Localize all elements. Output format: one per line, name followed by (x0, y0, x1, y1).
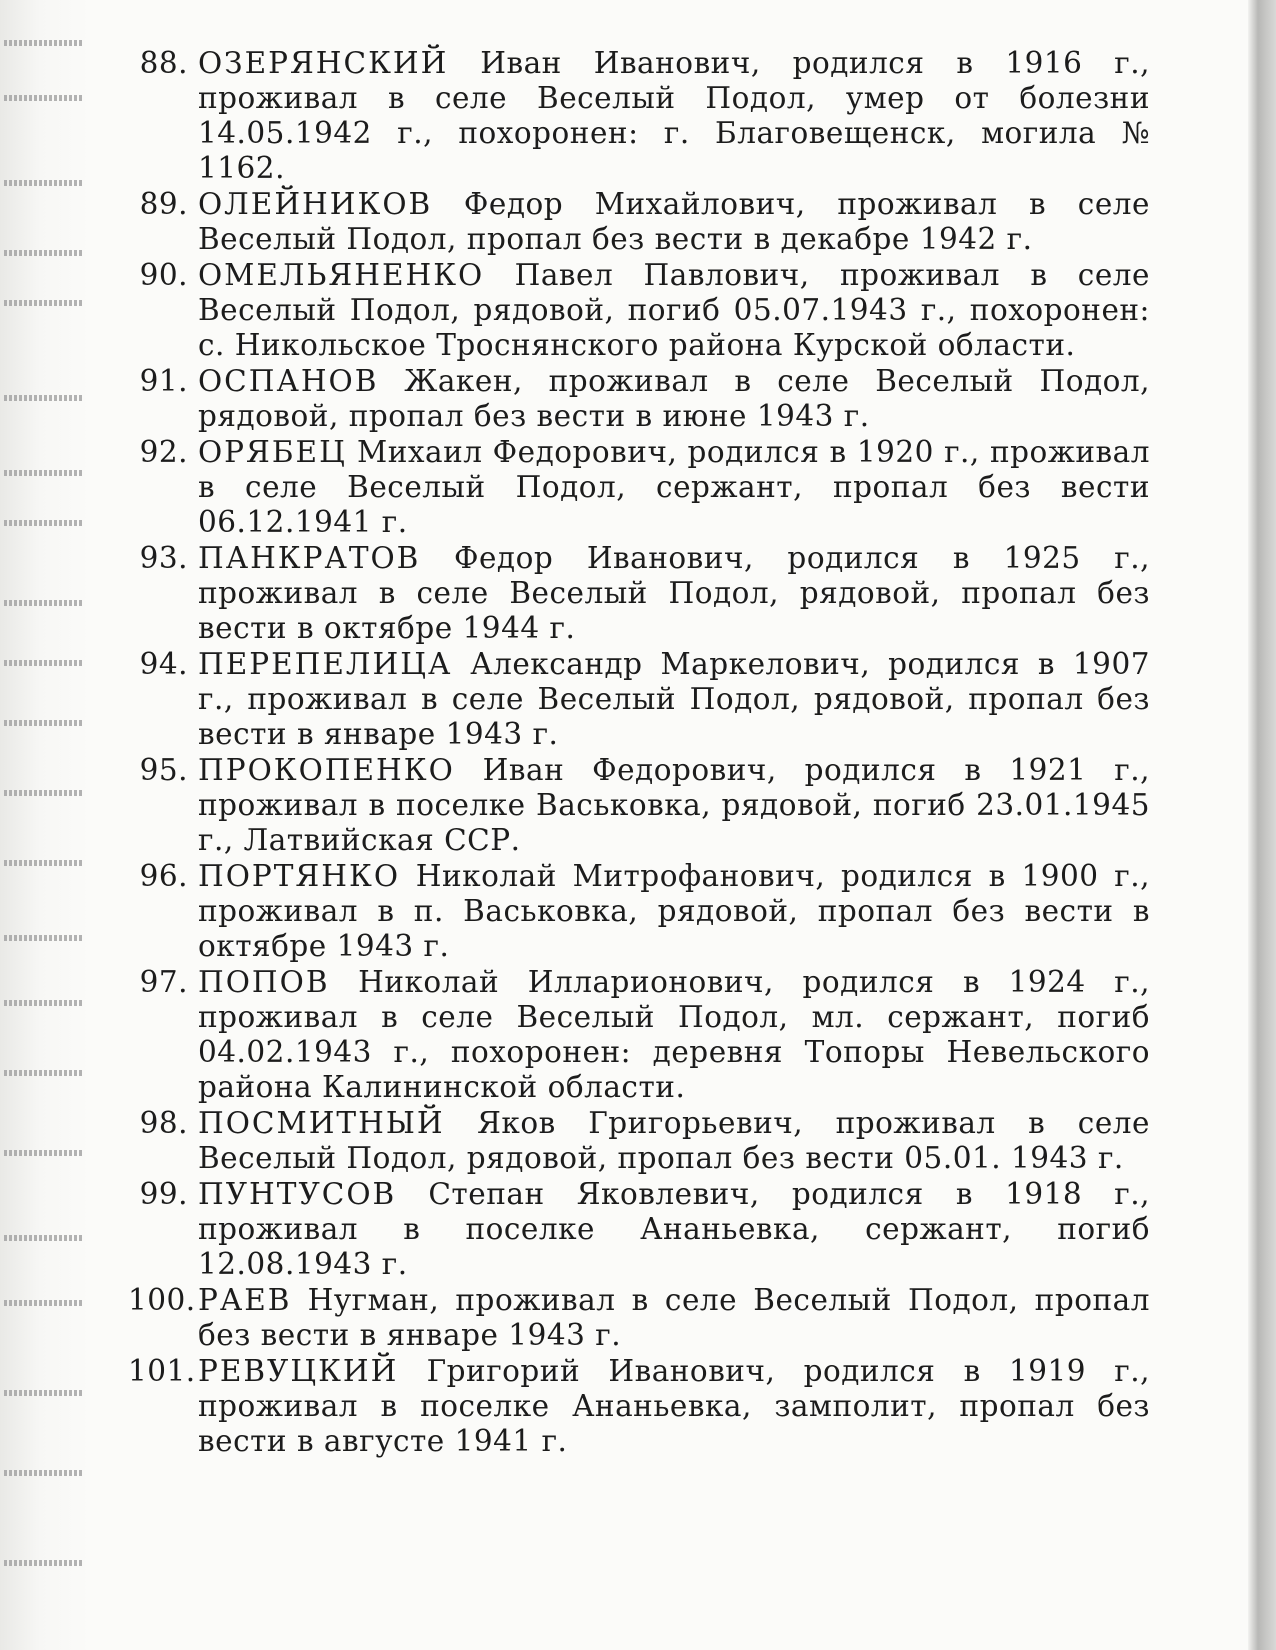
binding-mark (4, 180, 84, 186)
entry-text: Павел Павлович, проживал в селе Веселый Подол, рядовой, погиб 05.07.1943 г., похоронен: с. Никольское Троснянского района Курской области. (198, 258, 1150, 362)
binding-mark (4, 1150, 84, 1156)
binding-mark (4, 660, 84, 666)
entry-text: Иван Федорович, родился в 1921 г., проживал в поселке Васьковка, рядовой, погиб 23.01.1945 г., Латвийская ССР. (198, 753, 1150, 857)
entry-surname: РЕВУЦКИЙ (198, 1354, 399, 1388)
entry-number: 92. (139, 435, 188, 469)
entry-surname: ОМЕЛЬЯНЕНКО (198, 258, 485, 292)
binding-mark (4, 1390, 84, 1396)
entry-text: Николай Митрофанович, родился в 1900 г., проживал в п. Васьковка, рядовой, пропал без вести в октябре 1943 г. (198, 859, 1150, 963)
entry-number: 95. (139, 753, 188, 787)
entry-surname: ПОСМИТНЫЙ (198, 1106, 445, 1140)
binding-mark (4, 1070, 84, 1076)
entry-surname: ПОРТЯНКО (198, 859, 401, 893)
binding-mark (4, 935, 84, 941)
entry-number: 90. (139, 258, 188, 292)
entry-surname: ПУНТУСОВ (198, 1177, 397, 1211)
binding-mark (4, 860, 84, 866)
entry-surname: ПОПОВ (198, 965, 330, 999)
entry-surname: ОРЯБЕЦ (198, 435, 347, 469)
binding-mark (4, 720, 84, 726)
entry-text: Николай Илларионович, родился в 1924 г., проживал в селе Веселый Подол, мл. сержант, погиб 04.02.1943 г., похоронен: деревня Топоры Невельского района Калининской области. (198, 965, 1150, 1104)
page-binding-edge (0, 0, 90, 1650)
list-item (128, 1177, 1150, 1282)
binding-mark (4, 1000, 84, 1006)
list-item (128, 859, 1150, 964)
binding-mark (4, 470, 84, 476)
entry-surname: ОЛЕЙНИКОВ (198, 187, 433, 221)
binding-mark (4, 1470, 84, 1476)
list-item (128, 965, 1150, 1105)
binding-mark (4, 1235, 84, 1241)
binding-mark (4, 40, 84, 46)
binding-mark (4, 395, 84, 401)
entry-number: 88. (139, 46, 188, 80)
binding-mark (4, 1560, 84, 1566)
list-item (128, 258, 1150, 363)
binding-mark (4, 600, 84, 606)
binding-mark (4, 790, 84, 796)
entry-number: 93. (139, 541, 188, 575)
list-item (128, 1283, 1150, 1353)
entry-text: Жакен, проживал в селе Веселый Подол, рядовой, пропал без вести в июне 1943 г. (198, 364, 1150, 433)
entry-number: 101. (128, 1354, 196, 1388)
entry-text: Иван Иванович, родился в 1916 г., проживал в селе Веселый Подол, умер от болезни 14.05.1942 г., похоронен: г. Благовещенск, могила № 1162. (198, 46, 1150, 185)
entry-number: 100. (128, 1283, 196, 1317)
list-item (128, 364, 1150, 434)
entry-number: 96. (139, 859, 188, 893)
entry-text: Степан Яковлевич, родился в 1918 г., проживал в поселке Ананьевка, сержант, погиб 12.08.1943 г. (198, 1177, 1150, 1281)
list-item (128, 1106, 1150, 1176)
entry-text: Григорий Иванович, родился в 1919 г., проживал в поселке Ананьевка, замполит, пропал без вести в августе 1941 г. (198, 1354, 1150, 1458)
list-item (128, 187, 1150, 257)
binding-mark (4, 300, 84, 306)
entry-number: 91. (139, 364, 188, 398)
entry-number: 98. (139, 1106, 188, 1140)
entry-surname: ПЕРЕПЕЛИЦА (198, 647, 453, 681)
list-item (128, 435, 1150, 540)
entry-surname: ОСПАНОВ (198, 364, 379, 398)
list-item (128, 753, 1150, 858)
list-item (128, 647, 1150, 752)
entry-surname: ПАНКРАТОВ (198, 541, 421, 575)
list-item (128, 1354, 1150, 1459)
entry-text: Федор Иванович, родился в 1925 г., проживал в селе Веселый Подол, рядовой, пропал без вести в октябре 1944 г. (198, 541, 1150, 645)
entry-surname: РАЕВ (198, 1283, 292, 1317)
entry-text: Михаил Федорович, родился в 1920 г., проживал в селе Веселый Подол, сержант, пропал без вести 06.12.1941 г. (198, 435, 1150, 539)
entry-text: Федор Михайлович, проживал в селе Веселый Подол, пропал без вести в декабре 1942 г. (198, 187, 1150, 256)
entry-list (128, 46, 1150, 1460)
entry-surname: ПРОКОПЕНКО (198, 753, 455, 787)
entry-text: Яков Григорьевич, проживал в селе Веселый Подол, рядовой, пропал без вести 05.01. 1943 г. (198, 1106, 1150, 1175)
binding-mark (4, 250, 84, 256)
binding-mark (4, 95, 84, 101)
entry-number: 97. (139, 965, 188, 999)
list-item (128, 46, 1150, 186)
entry-number: 94. (139, 647, 188, 681)
binding-mark (4, 1300, 84, 1306)
entry-text: Нугман, проживал в селе Веселый Подол, пропал без вести в январе 1943 г. (198, 1283, 1150, 1352)
entry-surname: ОЗЕРЯНСКИЙ (198, 46, 449, 80)
entry-number: 99. (139, 1177, 188, 1211)
page-right-edge (1248, 0, 1276, 1650)
entry-number: 89. (139, 187, 188, 221)
entry-text: Александр Маркелович, родился в 1907 г., проживал в селе Веселый Подол, рядовой, пропал без вести в январе 1943 г. (198, 647, 1150, 751)
list-item (128, 541, 1150, 646)
binding-mark (4, 520, 84, 526)
